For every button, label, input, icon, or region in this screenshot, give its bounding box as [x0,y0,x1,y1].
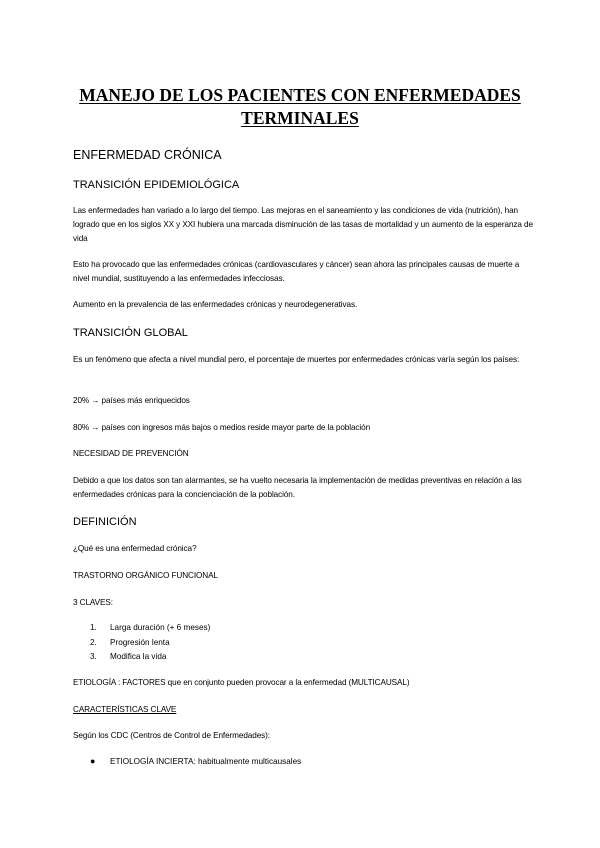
paragraph-datos-alarmantes: Debido a que los datos son tan alarmantes, se ha vuelto necesaria la implementación de medidas preventivas en relación a las enfermedades crónicas para la concienciación de la población. [73,476,522,499]
list-item-number: 1. [90,623,97,632]
document-title: MANEJO DE LOS PACIENTES CON ENFERMEDADES TERMINALES [79,85,521,128]
list-item-text: Modifica la vida [110,652,167,661]
list-item-text: Larga duración (+ 6 meses) [110,623,211,632]
paragraph-necesidad-prevencion: NECESIDAD DE PREVENCIÓN [73,449,189,458]
list-item-number: 2. [90,638,97,647]
heading-definicion: DEFINICIÓN [73,516,137,528]
bullet-item [90,755,301,768]
list-item [90,622,210,634]
heading-transicion-epidemiologica: TRANSICIÓN EPIDEMIOLÓGICA [73,179,240,191]
list-item [90,651,166,663]
paragraph-aumento-prevalencia: Aumento en la prevalencia de las enfermedades crónicas y neurodegenerativas. [73,300,358,309]
heading-transicion-global: TRANSICIÓN GLOBAL [73,327,188,339]
list-item-text: Progresión lenta [110,638,170,647]
paragraph-3-claves: 3 CLAVES: [73,598,113,607]
paragraph-que-es: ¿Qué es una enfermedad crónica? [73,544,197,553]
paragraph-trastorno-organico: TRASTORNO ORGÁNICO FUNCIONAL [73,571,218,580]
paragraph-caracteristicas-clave: CARACTERÍSTICAS CLAVE [73,705,177,714]
list-item [90,637,170,649]
heading-enfermedad-cronica: ENFERMEDAD CRÓNICA [73,148,222,162]
paragraph-20-porciento: 20% → países más enriquecidos [73,396,190,405]
paragraph-segun-cdc: Según los CDC (Centros de Control de Enfermedades): [73,731,270,740]
bullet-dot-icon: ● [90,756,96,766]
paragraph-fenomeno-mundial: Es un fenómeno que afecta a nivel mundial pero, el porcentaje de muertes por enfermedades crónicas varía según los países: [73,355,520,364]
paragraph-enfermedades-cronicas-causas: Esto ha provocado que las enfermedades crónicas (cardiovasculares y cáncer) sean ahora las principales causas de muerte a nivel mundial, sustituyendo a las enfermedades infecciosas. [73,260,520,283]
paragraph-etiologia: ETIOLOGÍA : FACTORES que en conjunto pueden provocar a la enfermedad (MULTICAUSAL) [73,678,410,687]
bullet-text: ETIOLOGÍA INCIERTA: habitualmente multicausales [110,757,302,766]
paragraph-enfermedades-variado: Las enfermedades han variado a lo largo del tiempo. Las mejoras en el saneamiento y las condiciones de vida (nutrición), han logrado que en los siglos XX y XXI hubiera una marcada disminución de las tasas de mortalidad y un aumento de la esperanza de vida [73,206,533,243]
paragraph-80-porciento: 80% → países con ingresos más bajos o medios reside mayor parte de la población [73,423,371,432]
list-item-number: 3. [90,652,97,661]
